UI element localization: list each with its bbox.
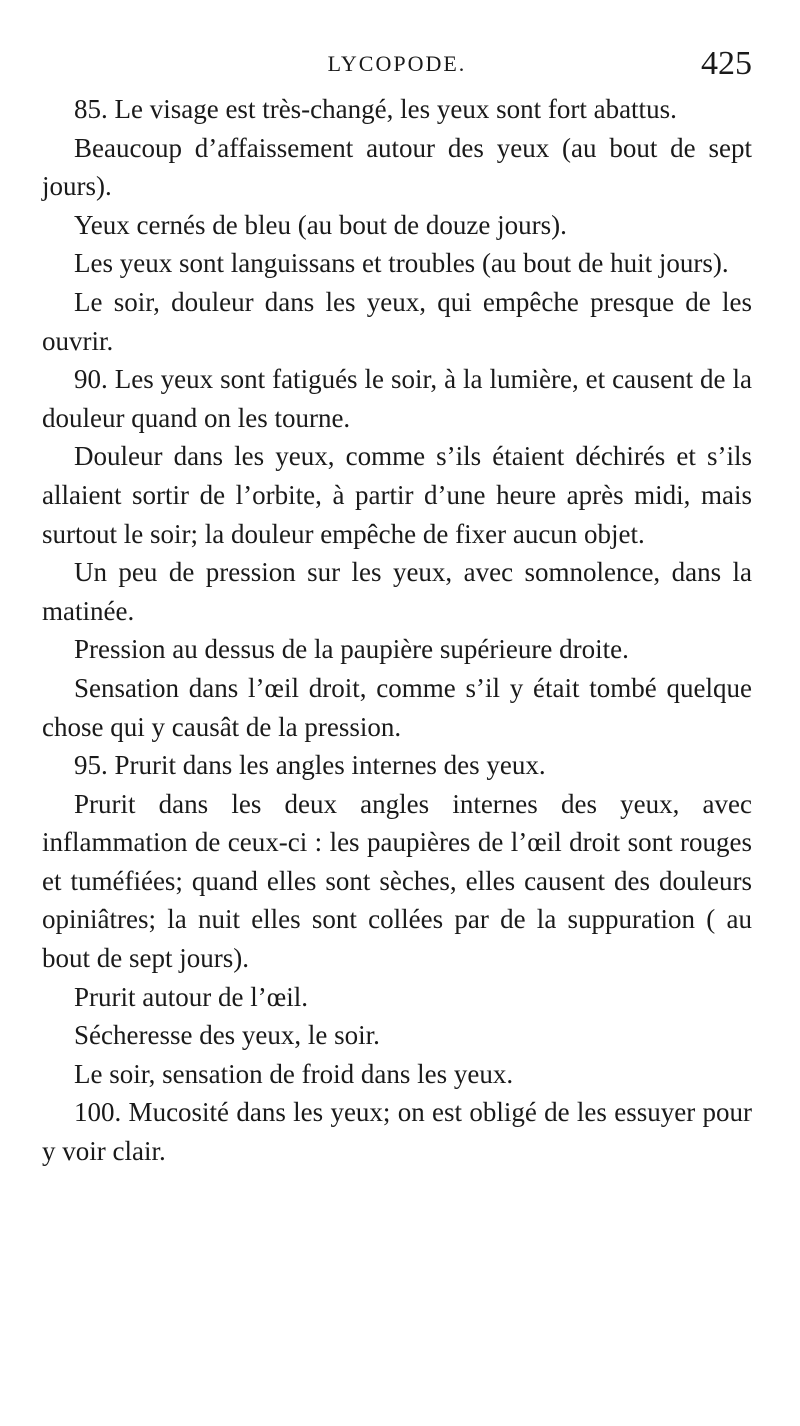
symptom-paragraph: Prurit dans les deux angles internes des yeux, avec inflammation de ceux-ci : les paupières de l’œil droit sont rouges et tuméfiées; quand elles sont sèches, elles causent des douleurs opiniâtres; la nuit elles sont collées par de la suppuration ( au bout de sept jours).: [42, 788, 752, 974]
symptom-paragraph: Yeux cernés de bleu (au bout de douze jours).: [74, 209, 567, 240]
symptom-paragraph: 100. Mucosité dans les yeux; on est obligé de les essuyer pour y voir clair.: [42, 1097, 752, 1167]
symptom-paragraph: 85. Le visage est très-changé, les yeux sont fort abattus.: [74, 94, 677, 124]
symptom-paragraph: Un peu de pression sur les yeux, avec somnolence, dans la matinée.: [42, 557, 752, 626]
symptom-paragraph: 95. Prurit dans les angles internes des yeux.: [74, 750, 546, 781]
symptom-paragraph: Le soir, sensation de froid dans les yeux.: [74, 1058, 514, 1089]
body-text: [42, 90, 752, 1171]
symptom-paragraph: Beaucoup d’affaissement autour des yeux (au bout de sept jours).: [42, 132, 752, 202]
symptom-paragraph: Pression au dessus de la paupière supérieure droite.: [74, 634, 629, 665]
symptom-paragraph: Le soir, douleur dans les yeux, qui empêche presque de les ouvrir.: [42, 286, 752, 356]
symptom-paragraph: 90. Les yeux sont fatigués le soir, à la lumière, et causent de la douleur quand on les tourne.: [42, 364, 752, 433]
symptom-paragraph: Les yeux sont languissans et troubles (au bout de huit jours).: [74, 248, 729, 279]
page-header: [42, 44, 752, 84]
running-title: LYCOPODE.: [327, 51, 467, 76]
symptom-paragraph: Sensation dans l’œil droit, comme s’il y était tombé quelque chose qui y causât de la pression.: [42, 672, 752, 742]
symptom-paragraph: Douleur dans les yeux, comme s’ils étaient déchirés et s’ils allaient sortir de l’orbite, à partir d’une heure après midi, mais surtout le soir; la douleur empêche de fixer aucun objet.: [42, 441, 752, 549]
symptom-paragraph: Sécheresse des yeux, le soir.: [74, 1020, 380, 1051]
symptom-paragraph: Prurit autour de l’œil.: [74, 981, 308, 1012]
page-number: 425: [701, 45, 752, 82]
